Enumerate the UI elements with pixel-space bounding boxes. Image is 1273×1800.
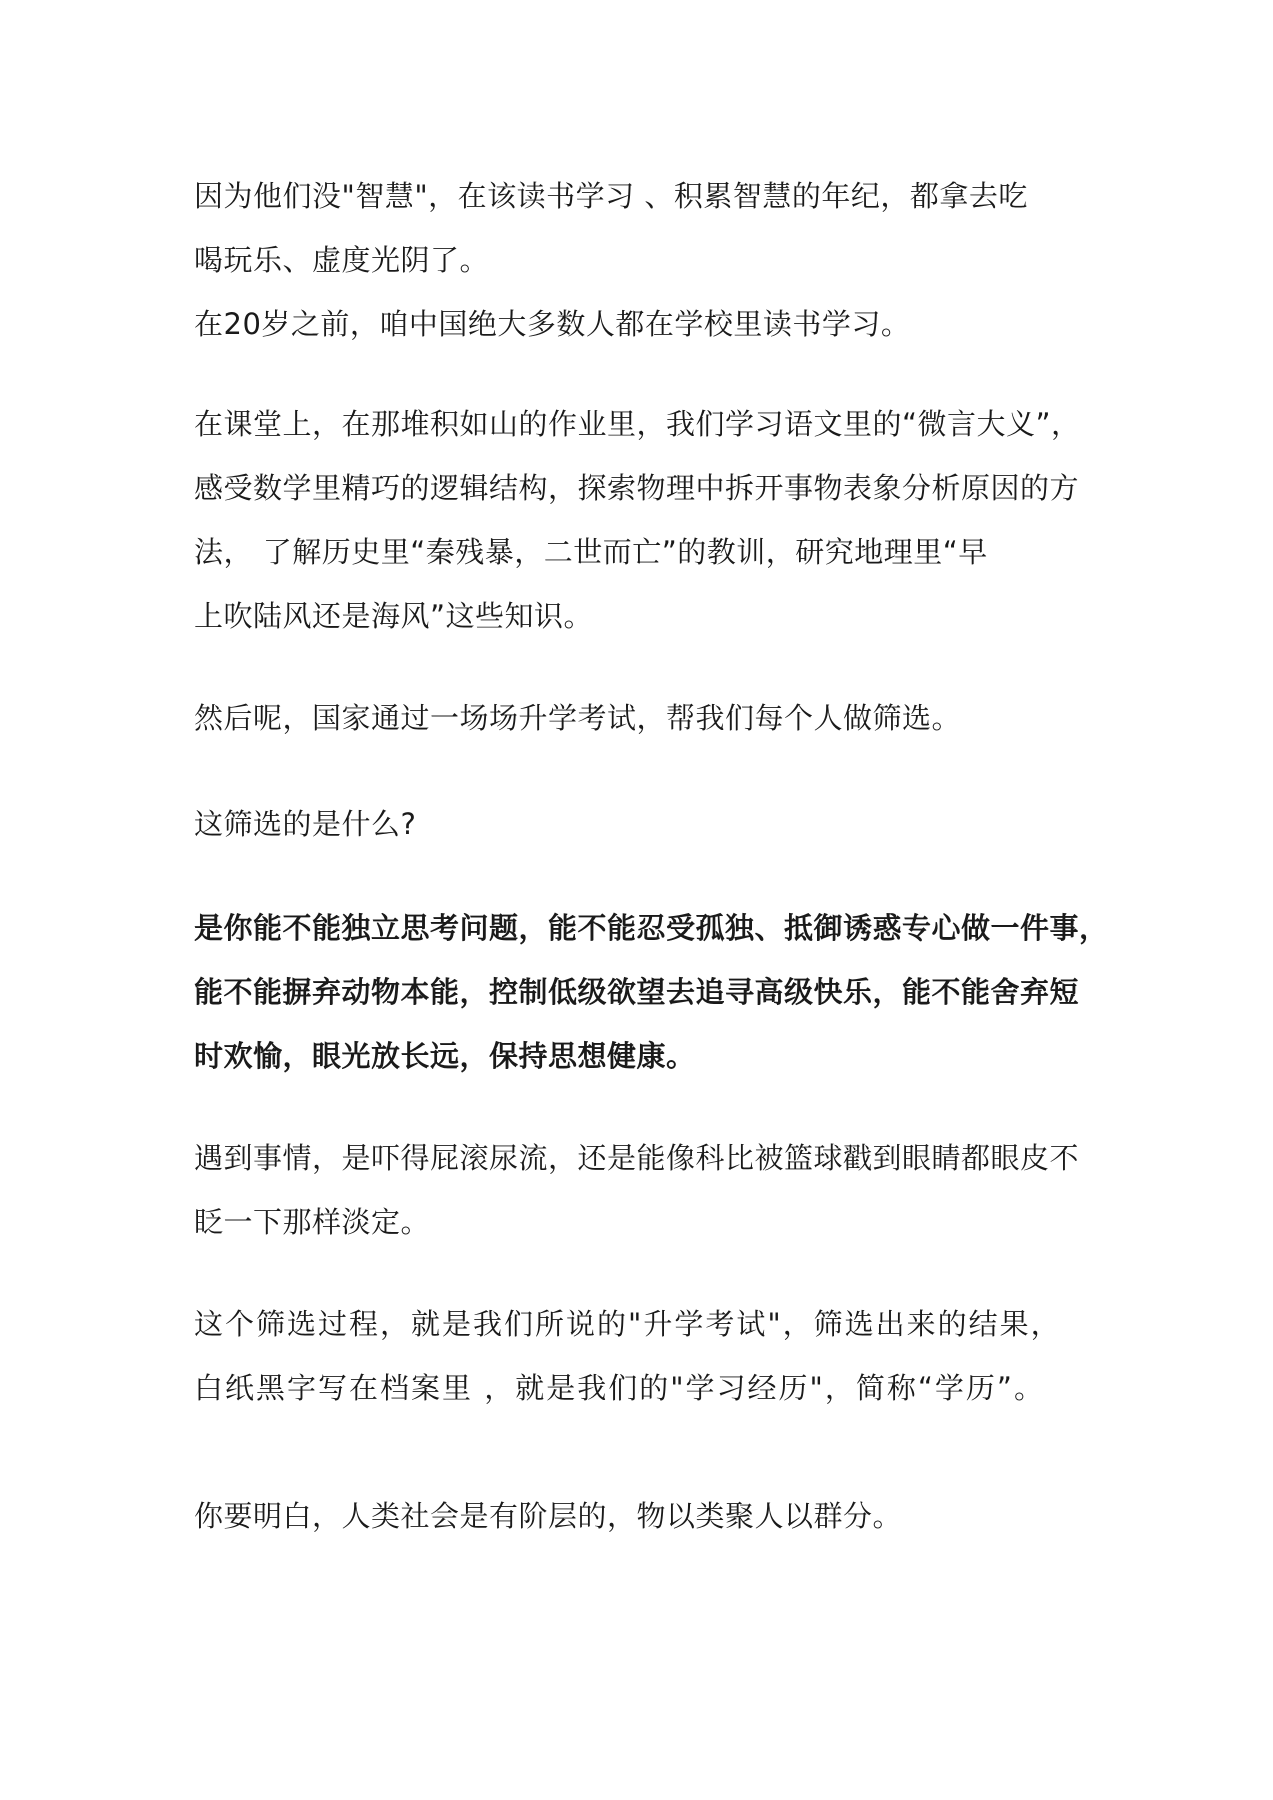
paragraph-wisdom — [194, 164, 1094, 356]
text-line: 法， 了解历史里“秦残暴，二世而亡”的教训，研究地理里“早 — [194, 535, 988, 569]
paragraph-society — [194, 1484, 1094, 1548]
text-line: 你要明白，人类社会是有阶层的，物以类聚人以群分。 — [194, 1499, 903, 1533]
text-line: 喝玩乐、虚度光阴了。 — [194, 243, 490, 277]
text-line: 因为他们没"智慧"，在该读书学习 、积累智慧的年纪，都拿去吃 — [194, 179, 1028, 213]
text-line: 上吹陆风还是海风”这些知识。 — [194, 599, 594, 633]
text-line: 眨一下那样淡定。 — [194, 1205, 431, 1239]
text-line: 在20岁之前，咱中国绝大多数人都在学校里读书学习。 — [194, 307, 911, 341]
paragraph-exams — [194, 686, 1094, 750]
text-line: 能不能摒弃动物本能，控制低级欲望去追寻高级快乐，能不能舍弃短 — [194, 975, 1080, 1009]
text-line: 然后呢，国家通过一场场升学考试，帮我们每个人做筛选。 — [194, 701, 962, 735]
paragraph-classroom — [194, 392, 1094, 648]
paragraph-kobe — [194, 1126, 1094, 1254]
text-line: 感受数学里精巧的逻辑结构，探索物理中拆开事物表象分析原因的方 — [194, 471, 1080, 505]
paragraph-diploma — [194, 1292, 1094, 1420]
paragraph-question — [194, 792, 1094, 856]
text-line: 在课堂上，在那堆积如山的作业里，我们学习语文里的“微言大义”， — [194, 407, 1081, 441]
paragraph-emphasis — [194, 896, 1109, 1088]
text-line: 这个筛选过程，就是我们所说的"升学考试"，筛选出来的结果， — [194, 1307, 1062, 1341]
text-line: 这筛选的是什么? — [194, 807, 417, 841]
text-line: 时欢愉，眼光放长远，保持思想健康。 — [194, 1039, 696, 1073]
text-line: 遇到事情，是吓得屁滚尿流，还是能像科比被篮球戳到眼睛都眼皮不 — [194, 1141, 1080, 1175]
text-line: 白纸黑字写在档案里 ，就是我们的"学习经历"，简称“学历”。 — [194, 1371, 1045, 1405]
text-line: 是你能不能独立思考问题，能不能忍受孤独、抵御诱惑专心做一件事， — [194, 911, 1109, 945]
